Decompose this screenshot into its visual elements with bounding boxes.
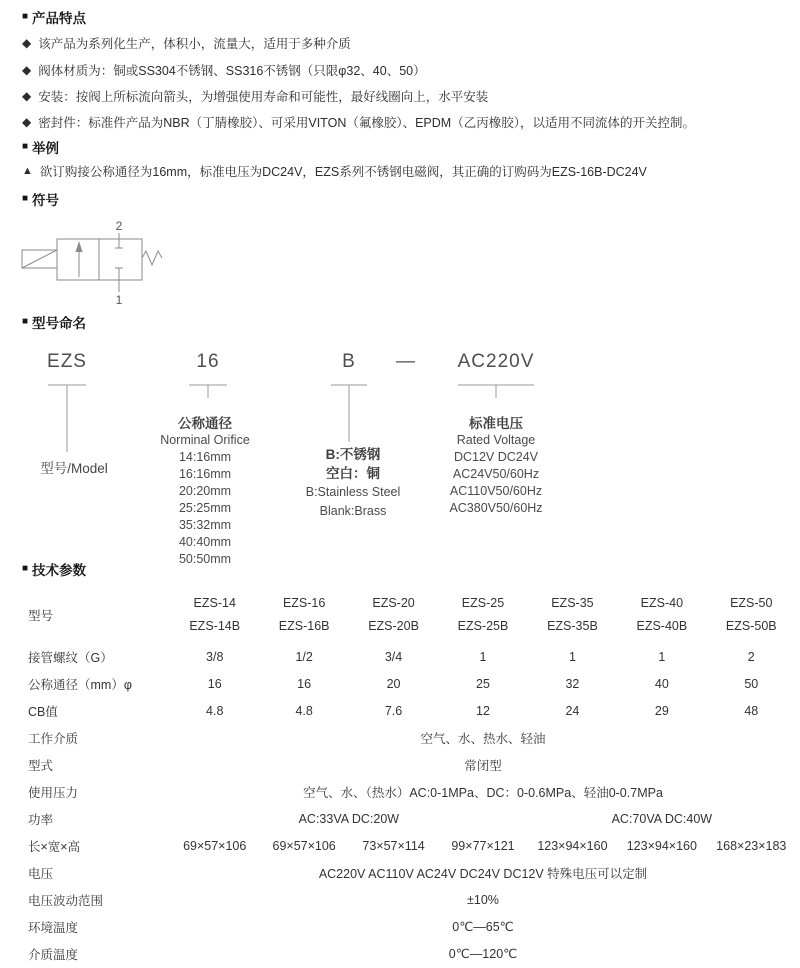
spec-value-cell: 48: [744, 703, 759, 718]
material-description: [279, 445, 427, 521]
features-title: 产品特点: [32, 11, 87, 26]
spec-value-span: 空气、水、热水、轻油: [420, 731, 546, 746]
spec-row-models: [28, 586, 796, 643]
section-bullet-icon: ■: [22, 11, 29, 22]
orifice-size-item: 14:16mm: [178, 450, 232, 464]
example-title: 举例: [32, 141, 60, 156]
spec-value-cell: 1: [479, 649, 487, 664]
spec-row-label: 电压波动范围: [28, 893, 104, 908]
voltage-option-item: AC110V50/60Hz: [449, 484, 543, 498]
spec-value-cell: 16: [297, 676, 312, 691]
material-line: B:Stainless Steel: [305, 485, 401, 499]
feature-text: 密封件：标准件产品为NBR（丁腈橡胶）、可采用VITON（氟橡胶）、EPDM（乙丙橡胶），以适用不同流体的开关控制。: [38, 116, 695, 131]
orifice-description: [135, 415, 275, 568]
specs-title: 技术参数: [32, 563, 87, 578]
spec-row-label: 介质温度: [28, 947, 79, 962]
spec-value-cell: 1/2: [295, 649, 313, 664]
section-heading-example: [22, 137, 59, 157]
spec-row-label: 型号: [28, 608, 54, 623]
example-line: [22, 162, 647, 180]
voltage-option-item: AC380V50/60Hz: [449, 501, 543, 515]
spec-value-cell: 24: [565, 703, 580, 718]
section-heading-features: [22, 7, 86, 27]
diamond-bullet-icon: ◆: [22, 62, 32, 77]
section-bullet-icon: ■: [22, 193, 29, 204]
spec-value-cell: 32: [565, 676, 580, 691]
spec-model-cell: [707, 586, 796, 643]
spec-value-cell: 3/4: [384, 649, 403, 664]
spec-model-cell: [349, 586, 438, 643]
spec-row-label: CB值: [28, 704, 58, 719]
spec-value-cell: 16: [207, 676, 222, 691]
model-label: 型号/Model: [40, 461, 108, 476]
spec-model-cell: [438, 586, 527, 643]
spec-value-span: 常闭型: [464, 758, 502, 773]
spec-value-cell: 12: [476, 703, 490, 718]
diamond-bullet-icon: ◆: [22, 115, 32, 130]
spec-value-cell: 1: [568, 649, 576, 664]
spec-row: [28, 643, 796, 670]
material-line: Blank:Brass: [319, 504, 387, 518]
code-part-material: B: [342, 351, 356, 372]
spec-value-cell: 40: [654, 676, 669, 691]
section-bullet-icon: ■: [22, 563, 29, 574]
orifice-size-list: [135, 449, 275, 568]
model-code-b: EZS-50B: [725, 619, 777, 634]
feature-item: [22, 56, 695, 82]
valve-symbol-diagram: [18, 216, 188, 308]
section-heading-specs: [22, 559, 86, 579]
voltage-option-item: AC24V50/60Hz: [452, 467, 540, 481]
spec-row: [28, 805, 796, 832]
spec-value-cell: 69×57×106: [272, 838, 336, 853]
solenoid-coil-diagonal: [22, 250, 57, 268]
spec-value-cell: 29: [654, 703, 669, 718]
spec-model-cell: [617, 586, 706, 643]
port-2-label: 2: [115, 219, 123, 233]
orifice-size-item: 40:40mm: [178, 535, 232, 549]
spec-row: [28, 724, 796, 751]
flow-arrow-head: [76, 241, 83, 252]
orifice-size-item: 50:50mm: [178, 552, 232, 566]
spec-value-right: AC:70VA DC:40W: [611, 811, 713, 826]
spec-model-cell: [528, 586, 617, 643]
spec-row: [28, 670, 796, 697]
orifice-size-item: 16:16mm: [178, 467, 232, 481]
spec-value-cell: 69×57×106: [183, 838, 247, 853]
spec-value-cell: 3/8: [206, 649, 224, 664]
spec-value-cell: 50: [744, 676, 759, 691]
model-code: EZS-16: [282, 595, 326, 610]
spec-value-span: 空气、水、（热水）AC:0-1MPa、DC：0-0.6MPa、轻油0-0.7MPa: [303, 785, 663, 800]
orifice-size-item: 35:32mm: [178, 518, 232, 532]
spring-icon: [142, 251, 162, 265]
spec-value-cell: 4.8: [206, 703, 224, 718]
spec-value-left: AC:33VA DC:20W: [298, 811, 400, 826]
feature-text: 该产品为系列化生产，体积小，流量大，适用于多种介质: [38, 37, 351, 52]
spec-value-cell: 4.8: [295, 703, 313, 718]
spec-value-cell: 7.6: [384, 703, 403, 718]
code-part-orifice: 16: [196, 351, 220, 372]
spec-value-cell: 168×23×183: [716, 838, 787, 853]
model-code: EZS-40: [640, 595, 684, 610]
section-bullet-icon: ■: [22, 316, 29, 327]
spec-model-cell: [259, 586, 348, 643]
feature-item: [22, 30, 695, 56]
model-code: EZS-50: [730, 595, 773, 610]
spec-row-label: 接管螺纹（G）: [28, 650, 113, 665]
model-code-b: EZS-40B: [636, 619, 688, 634]
voltage-option-item: DC12V DC24V: [453, 450, 539, 464]
code-part-series: EZS: [47, 351, 87, 372]
voltage-option-list: [426, 449, 566, 517]
spec-row: [28, 751, 796, 778]
model-code-b: EZS-16B: [278, 619, 330, 634]
diamond-bullet-icon: ◆: [22, 88, 32, 103]
voltage-subtitle: Rated Voltage: [456, 433, 536, 447]
spec-row-label: 电压: [28, 866, 54, 881]
model-code-b: EZS-25B: [457, 619, 509, 634]
material-line: B:不锈钢: [325, 447, 381, 462]
spec-row: [28, 778, 796, 805]
orifice-size-item: 25:25mm: [178, 501, 232, 515]
symbol-title: 符号: [32, 193, 60, 208]
voltage-description: [426, 415, 566, 517]
model-code: EZS-20: [372, 595, 415, 610]
spec-row: [28, 697, 796, 724]
orifice-size-item: 20:20mm: [178, 484, 232, 498]
spec-row-label: 型式: [28, 758, 54, 773]
code-part-voltage: AC220V: [457, 351, 535, 372]
model-code: EZS-14: [193, 595, 236, 610]
spec-row-label: 长×宽×高: [28, 839, 81, 854]
section-heading-naming: [22, 312, 86, 332]
spec-row-label: 功率: [28, 812, 54, 827]
code-part-dash: —: [396, 351, 416, 372]
orifice-title: 公称通径: [178, 416, 232, 431]
diamond-bullet-icon: ◆: [22, 36, 32, 51]
spec-value-cell: 99×77×121: [451, 838, 515, 853]
spec-value-cell: 25: [476, 676, 490, 691]
spec-row: [28, 832, 796, 859]
feature-list: [22, 30, 695, 136]
port-1-label: 1: [115, 293, 123, 307]
material-line: 空白：铜: [326, 466, 380, 481]
spec-row: [28, 886, 796, 913]
section-bullet-icon: ■: [22, 141, 29, 152]
example-text: 欲订购接公称通径为16mm，标准电压为DC24V，EZS系列不锈钢电磁阀，其正确的订购码为EZS-16B-DC24V: [39, 165, 647, 179]
spec-value-cell: 20: [386, 676, 401, 691]
model-code: EZS-35: [551, 595, 594, 610]
spec-value-span: ±10%: [467, 892, 499, 907]
spec-value-cell: 123×94×160: [626, 838, 697, 853]
spec-row: [28, 940, 796, 967]
feature-text: 阀体材质为：铜或SS304不锈钢、SS316不锈钢（只限φ32、40、50）: [38, 63, 426, 78]
orifice-subtitle: Norminal Orifice: [160, 433, 250, 447]
feature-item: [22, 109, 695, 135]
spec-value-cell: 2: [747, 649, 755, 664]
model-code-b: EZS-35B: [547, 619, 598, 634]
spec-row-label: 公称通径（mm）φ: [28, 677, 132, 692]
spec-row: [28, 913, 796, 940]
model-code: EZS-25: [461, 595, 505, 610]
naming-title: 型号命名: [32, 316, 87, 331]
spec-value-span: 0℃—120℃: [448, 947, 518, 961]
spec-value-span: 0℃—65℃: [452, 920, 514, 934]
model-code-b: EZS-20B: [368, 619, 419, 634]
feature-item: [22, 83, 695, 109]
specs-table: [28, 586, 796, 967]
section-heading-symbol: [22, 189, 59, 209]
spec-row-label: 使用压力: [28, 785, 79, 800]
model-code-b: EZS-14B: [189, 619, 241, 634]
spec-row: [28, 859, 796, 886]
voltage-title: 标准电压: [469, 416, 523, 431]
triangle-bullet-icon: ▲: [22, 164, 33, 177]
spec-value-cell: 123×94×160: [537, 838, 608, 853]
spec-model-cell: [170, 586, 259, 643]
spec-value-cell: 1: [658, 649, 666, 664]
feature-text: 安装：按阀上所标流向箭头，为增强使用寿命和可能性，最好线圈向上，水平安装: [38, 89, 489, 104]
spec-value-span: AC220V AC110V AC24V DC24V DC12V 特殊电压可以定制: [318, 866, 648, 881]
spec-value-cell: 73×57×114: [362, 838, 425, 853]
spec-row-label: 工作介质: [28, 731, 79, 746]
spec-row-label: 环境温度: [28, 920, 79, 935]
